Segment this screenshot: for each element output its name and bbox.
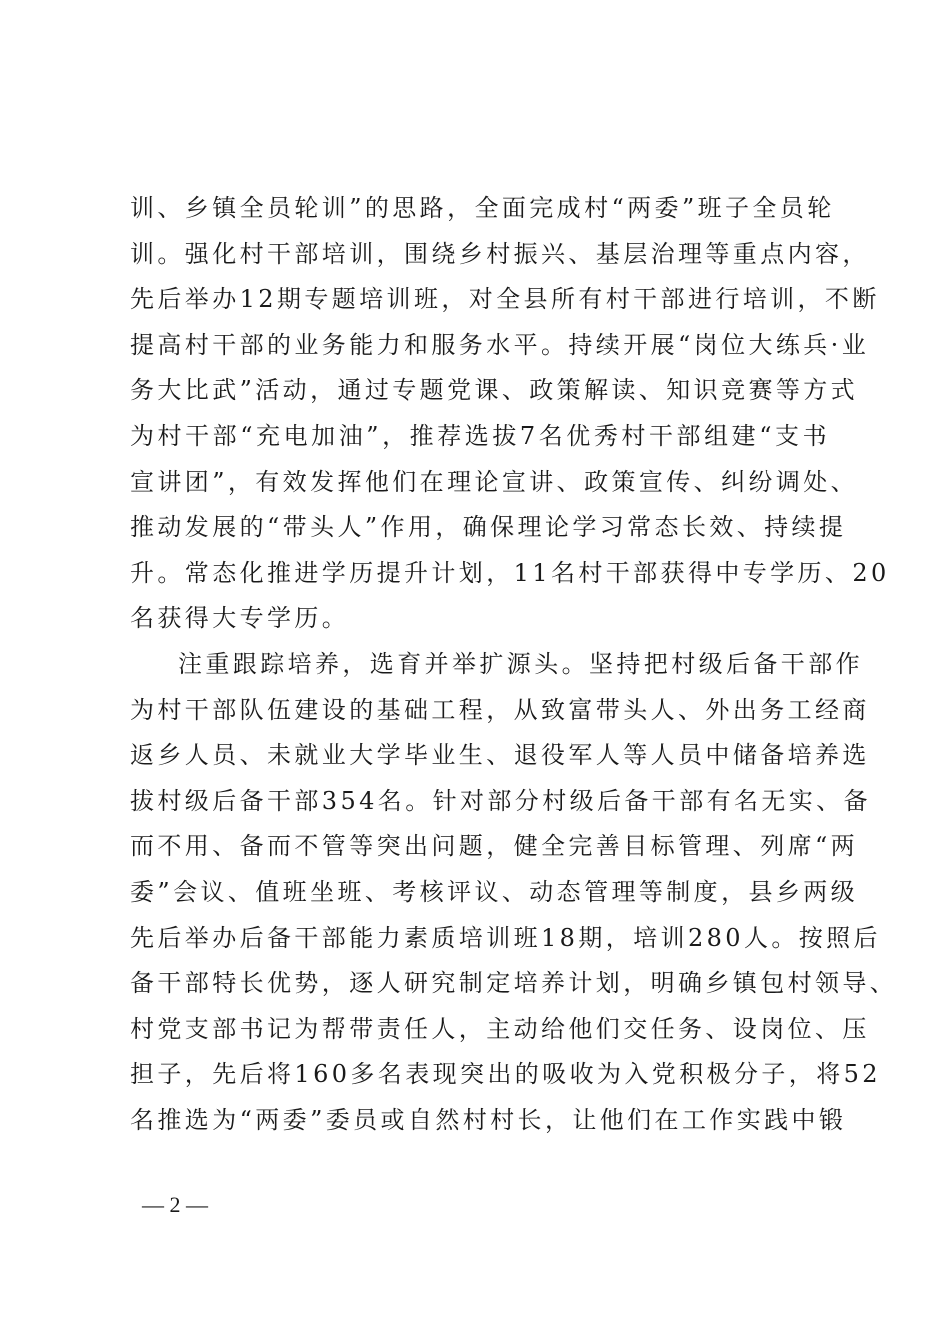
- text-line: 注重跟踪培养，选育并举扩源头。坚持把村级后备干部作: [178, 649, 863, 678]
- text-line: 训、乡镇全员轮训”的思路，全面完成村“两委”班子全员轮: [130, 194, 835, 222]
- text-line: 升。常态化推进学历提升计划，11名村干部获得中专学历、20: [130, 558, 890, 587]
- text-line: 名推选为“两委”委员或自然村村长，让他们在工作实践中锻: [130, 1105, 847, 1134]
- paragraph-2: [130, 642, 898, 1144]
- page-number: — 2 —: [142, 1192, 208, 1217]
- text-line: 返乡人员、未就业大学毕业生、退役军人等人员中储备培养选: [130, 741, 870, 770]
- text-line: 委”会议、值班坐班、考核评议、动态管理等制度，县乡两级: [130, 877, 859, 906]
- text-line: 为村干部队伍建设的基础工程，从致富带头人、外出务工经商: [130, 695, 870, 724]
- text-line: 务大比武”活动，通过专题党课、政策解读、知识竞赛等方式: [130, 376, 859, 405]
- text-line: 先后举办12期专题培训班，对全县所有村干部进行培训，不断: [130, 285, 880, 314]
- text-line: 提高村干部的业务能力和服务水平。持续开展“岗位大练兵·业: [130, 330, 870, 359]
- text-line: 为村干部“充电加油”，推荐选拔7名优秀村干部组建“支书: [130, 421, 830, 450]
- text-line: 担子，先后将160多名表现突出的吸收为入党积极分子，将52: [130, 1060, 881, 1089]
- text-line: 而不用、备而不管等突出问题，健全完善目标管理、列席“两: [130, 832, 859, 861]
- body-text: [130, 186, 898, 1143]
- text-line: 宣讲团”，有效发挥他们在理论宣讲、政策宣传、纠纷调处、: [130, 467, 859, 496]
- text-line: 推动发展的“带头人”作用，确保理论学习常态长效、持续提: [130, 513, 847, 542]
- text-line: 拔村级后备干部354名。针对部分村级后备干部有名无实、备: [130, 786, 872, 815]
- text-line: 备干部特长优势，逐人研究制定培养计划，明确乡镇包村领导、: [130, 969, 898, 998]
- text-line: 村党支部书记为帮带责任人，主动给他们交任务、设岗位、压: [130, 1014, 870, 1043]
- text-line: 名获得大专学历。: [130, 604, 350, 633]
- text-line: 训。强化村干部培训，围绕乡村振兴、基层治理等重点内容，: [130, 239, 870, 268]
- paragraph-1: [130, 186, 890, 642]
- text-line: 先后举办后备干部能力素质培训班18期，培训280人。按照后: [130, 923, 881, 952]
